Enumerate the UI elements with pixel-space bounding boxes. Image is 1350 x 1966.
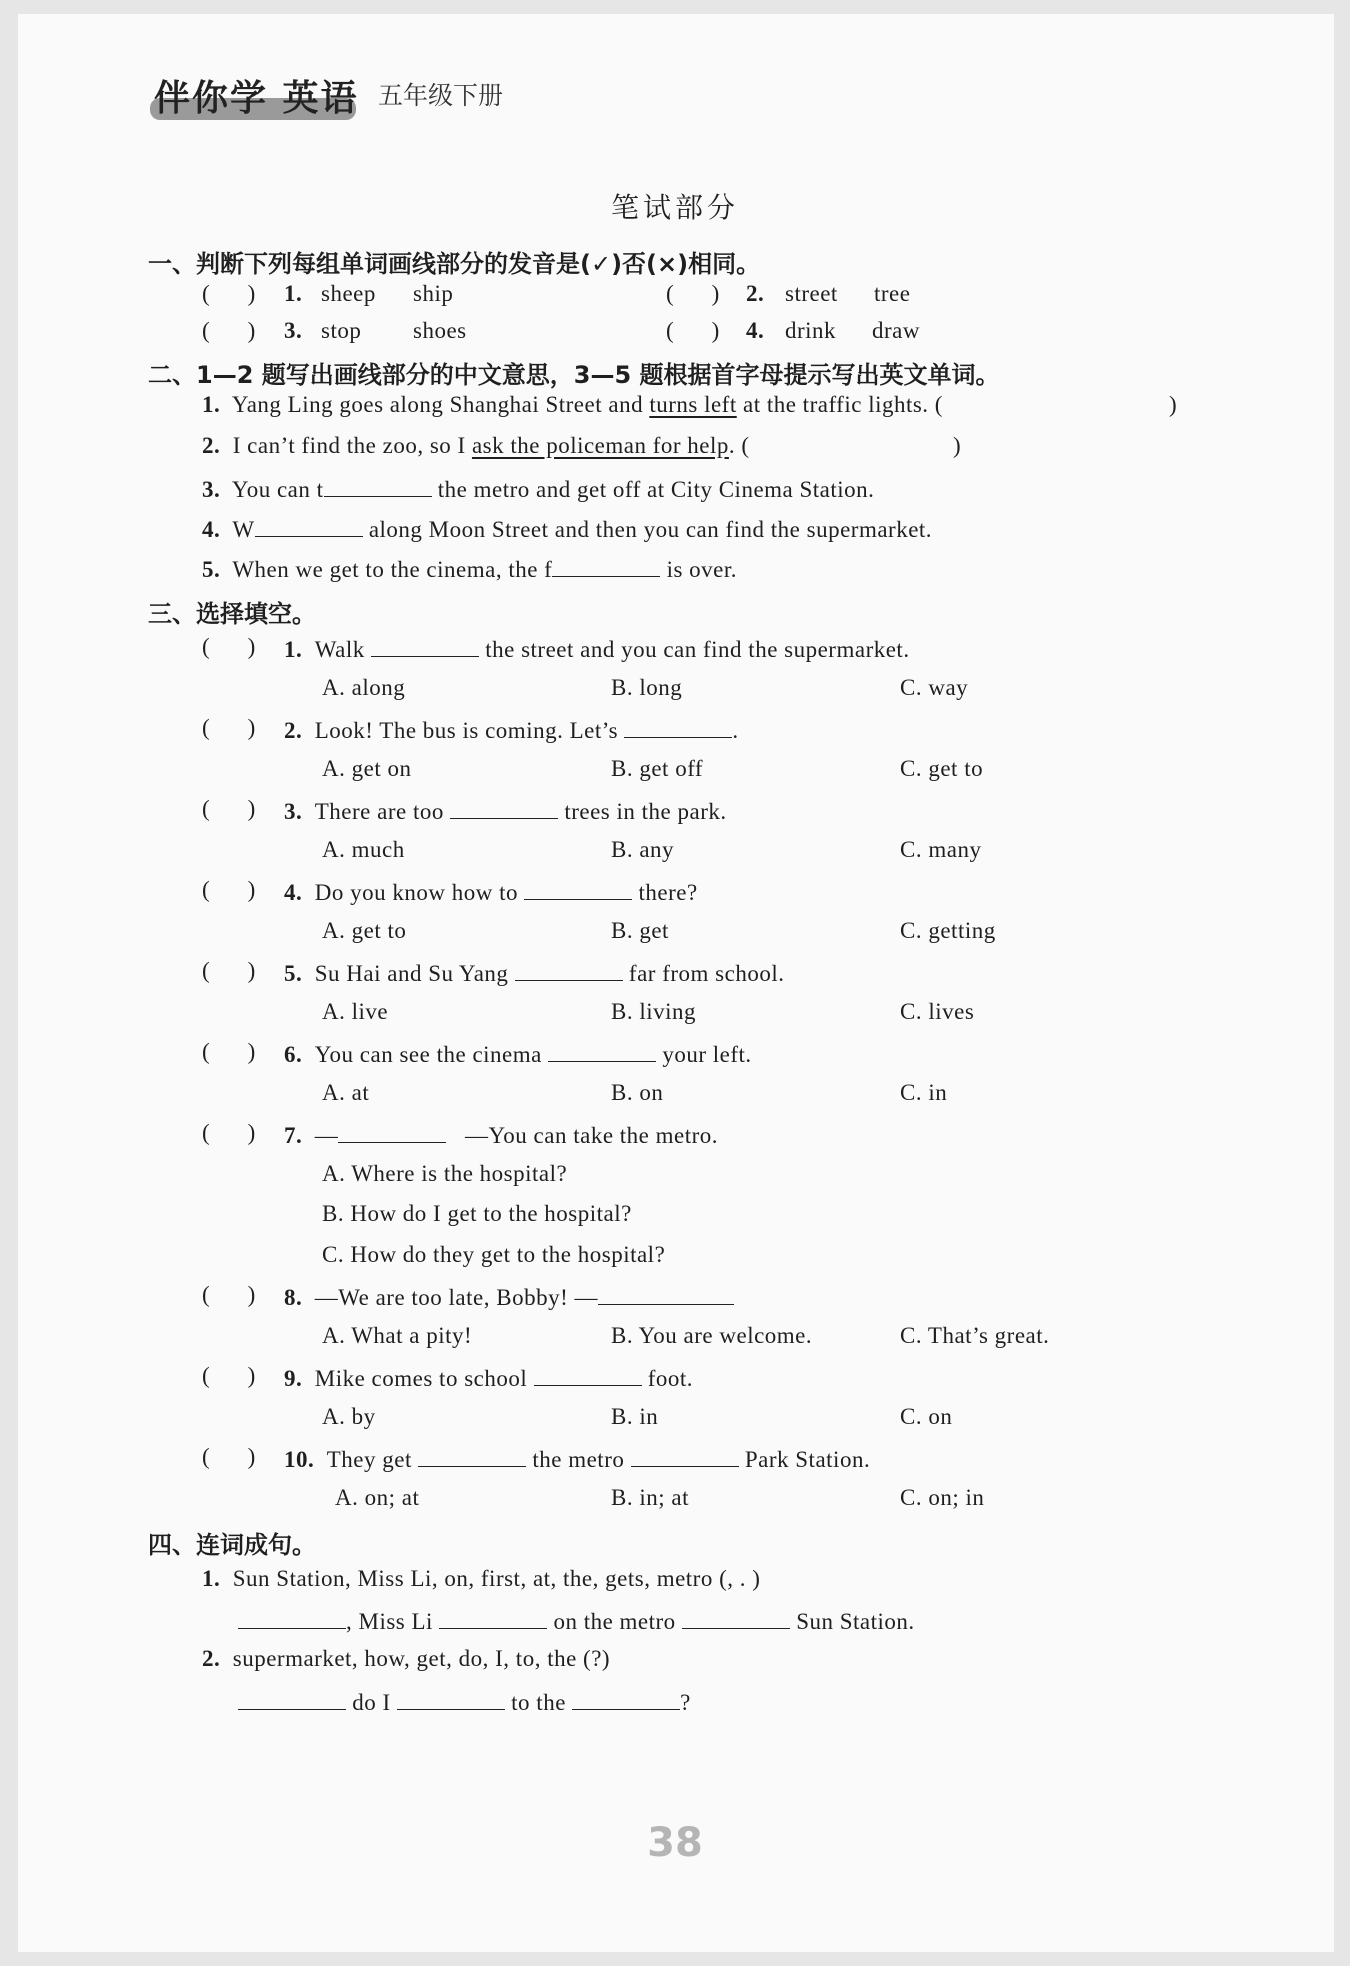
answer-text: ?: [680, 1690, 691, 1715]
q-text: W: [232, 517, 255, 542]
part2-heading: 二、1—2 题写出画线部分的中文意思，3—5 题根据首字母提示写出英文单词。: [148, 361, 1000, 389]
q-text: —: [314, 1123, 339, 1148]
part3-heading: 三、选择填空。: [148, 600, 316, 628]
q-text: Su Hai and Su Yang: [314, 961, 509, 986]
q-number: 5.: [202, 557, 221, 582]
part3-q2: [284, 715, 739, 744]
q-number: 2.: [202, 1646, 221, 1671]
answer-blank[interactable]: [439, 1606, 547, 1629]
q-text: Walk: [314, 637, 365, 662]
answer-blank[interactable]: [238, 1606, 346, 1629]
q-number: 5.: [284, 961, 303, 986]
part3-q7: [284, 1120, 718, 1149]
word-list: supermarket, how, get, do, I, to, the (?): [232, 1646, 611, 1671]
answer-blank[interactable]: [418, 1444, 526, 1467]
answer-paren: ( ): [202, 281, 256, 306]
answer-paren: ( ): [202, 1363, 256, 1388]
option-a: A. at: [322, 1080, 370, 1105]
q-number: 8.: [284, 1285, 303, 1310]
answer-blank[interactable]: [534, 1363, 642, 1386]
part2-q1: [202, 392, 943, 418]
q-number: 1.: [202, 392, 221, 417]
q-number: 4.: [202, 517, 221, 542]
part3-q9: [284, 1363, 693, 1392]
part2-q5: [202, 554, 737, 583]
part4-heading: 四、连词成句。: [148, 1531, 316, 1559]
q-number: 1.: [202, 1566, 221, 1591]
option-b: B. get off: [611, 756, 704, 781]
option-b: B. living: [611, 999, 697, 1024]
answer-blank[interactable]: [552, 554, 660, 577]
q-number: 3.: [284, 799, 303, 824]
option-c: C. on; in: [900, 1485, 985, 1510]
option-b: B. in; at: [611, 1485, 689, 1510]
option-c: C. How do they get to the hospital?: [322, 1242, 666, 1267]
q-number: 3.: [202, 477, 221, 502]
option-c: C. many: [900, 837, 982, 862]
q-text: at the traffic lights. (: [742, 392, 943, 417]
answer-blank[interactable]: [338, 1120, 446, 1143]
answer-blank[interactable]: [255, 514, 363, 537]
option-c: C. getting: [900, 918, 996, 943]
q-text: Park Station.: [744, 1447, 871, 1472]
option-c: C. get to: [900, 756, 984, 781]
close-paren: ): [1169, 392, 1178, 417]
option-b: B. get: [611, 918, 669, 943]
q-text: —You can take the metro.: [465, 1123, 719, 1148]
q-text: trees in the park.: [564, 799, 727, 824]
q-text: far from school.: [628, 961, 785, 986]
option-b: B. on: [611, 1080, 664, 1105]
part2-q3: [202, 474, 874, 503]
answer-blank[interactable]: [371, 634, 479, 657]
q-text: the street and you can find the supermarket.: [485, 637, 910, 662]
q-text: —We are too late, Bobby! —: [314, 1285, 598, 1310]
answer-paren: ( ): [202, 877, 256, 902]
q-text: along Moon Street and then you can find the supermarket.: [368, 517, 933, 542]
q-text: Yang Ling goes along Shanghai Street and: [231, 392, 644, 417]
answer-paren: ( ): [202, 634, 256, 659]
word-2: tree: [874, 281, 911, 306]
part4-q1-words: [202, 1566, 760, 1592]
part2-q4: [202, 514, 932, 543]
answer-paren: ( ): [202, 715, 256, 740]
part3-q4: [284, 877, 698, 906]
option-a: A. on; at: [335, 1485, 420, 1510]
answer-paren: ( ): [202, 1282, 256, 1307]
answer-text: to the: [511, 1690, 566, 1715]
q-text: the metro: [532, 1447, 625, 1472]
q-text: Look! The bus is coming. Let’s: [314, 718, 619, 743]
part1-heading: 一、判断下列每组单词画线部分的发音是(✓)否(×)相同。: [148, 250, 761, 278]
q-text: foot.: [647, 1366, 694, 1391]
answer-text: on the metro: [553, 1609, 676, 1634]
answer-paren: ( ): [202, 1120, 256, 1145]
word-2: draw: [872, 318, 920, 343]
q-number: 7.: [284, 1123, 303, 1148]
answer-text: , Miss Li: [346, 1609, 433, 1634]
answer-paren: ( ): [202, 318, 256, 343]
q-text: your left.: [662, 1042, 752, 1067]
answer-blank[interactable]: [572, 1687, 680, 1710]
option-a: A. get on: [322, 756, 412, 781]
q-number: 2.: [202, 433, 221, 458]
q-text: They get: [326, 1447, 412, 1472]
underlined-phrase: turns left: [649, 392, 737, 417]
option-c: C. That’s great.: [900, 1323, 1050, 1348]
option-b: B. any: [611, 837, 675, 862]
word-2: ship: [413, 281, 454, 306]
item-number: 3.: [284, 318, 303, 343]
answer-text: do I: [352, 1690, 391, 1715]
part4-q1-answer: [238, 1606, 915, 1635]
brand-logo: 伴你学 英语: [154, 78, 359, 119]
grade-label: 五年级下册: [378, 81, 504, 110]
answer-blank[interactable]: [624, 715, 732, 738]
q-number: 9.: [284, 1366, 303, 1391]
q-text: Mike comes to school: [314, 1366, 528, 1391]
item-number: 2.: [746, 281, 765, 306]
underlined-phrase: ask the policeman for help: [471, 433, 729, 458]
q-text: . (: [728, 433, 750, 458]
answer-blank[interactable]: [450, 796, 558, 819]
word-1: stop: [321, 318, 362, 343]
answer-blank[interactable]: [324, 474, 432, 497]
word-1: drink: [785, 318, 837, 343]
option-a: A. get to: [322, 918, 407, 943]
option-b: B. long: [611, 675, 683, 700]
q-text: there?: [638, 880, 698, 905]
part3-q3: [284, 796, 727, 825]
part3-q5: [284, 958, 784, 987]
answer-paren: ( ): [202, 958, 256, 983]
answer-blank[interactable]: [238, 1687, 346, 1710]
part3-q6: [284, 1039, 752, 1068]
option-a: A. Where is the hospital?: [322, 1161, 568, 1186]
option-b: B. You are welcome.: [611, 1323, 813, 1348]
q-number: 10.: [284, 1447, 315, 1472]
q-text: There are too: [314, 799, 444, 824]
part3-q8: [284, 1282, 734, 1311]
word-list: Sun Station, Miss Li, on, first, at, the, gets, metro (, . ): [232, 1566, 761, 1591]
q-text: You can see the cinema: [314, 1042, 542, 1067]
answer-blank[interactable]: [598, 1282, 734, 1305]
q-text: I can’t find the zoo, so I: [232, 433, 466, 458]
part4-q2-words: [202, 1646, 610, 1672]
option-c: C. lives: [900, 999, 975, 1024]
page-number: 38: [647, 1820, 703, 1866]
word-1: sheep: [321, 281, 376, 306]
part2-q2: [202, 433, 750, 459]
answer-paren: ( ): [202, 1444, 256, 1469]
answer-blank[interactable]: [524, 877, 632, 900]
word-1: street: [785, 281, 838, 306]
part3-q1: [284, 634, 910, 663]
option-a: A. live: [322, 999, 389, 1024]
q-text: Do you know how to: [314, 880, 518, 905]
option-c: C. in: [900, 1080, 948, 1105]
answer-blank[interactable]: [682, 1606, 790, 1629]
q-text: is over.: [666, 557, 738, 582]
option-c: C. way: [900, 675, 969, 700]
section-title: 笔试部分: [610, 193, 739, 224]
option-a: A. much: [322, 837, 405, 862]
option-a: A. along: [322, 675, 406, 700]
option-b: B. in: [611, 1404, 659, 1429]
q-text: the metro and get off at City Cinema Station.: [437, 477, 875, 502]
item-number: 4.: [746, 318, 765, 343]
option-c: C. on: [900, 1404, 953, 1429]
answer-blank[interactable]: [397, 1687, 505, 1710]
part4-q2-answer: [238, 1687, 691, 1716]
word-2: shoes: [413, 318, 467, 343]
answer-blank[interactable]: [515, 958, 623, 981]
part3-q10: [284, 1444, 870, 1473]
option-b: B. How do I get to the hospital?: [322, 1201, 632, 1226]
option-a: A. What a pity!: [322, 1323, 473, 1348]
q-text: You can t: [231, 477, 324, 502]
word: [321, 281, 376, 307]
item-number: 1.: [284, 281, 303, 306]
q-number: 6.: [284, 1042, 303, 1067]
q-number: 4.: [284, 880, 303, 905]
answer-paren: ( ): [666, 281, 720, 306]
answer-paren: ( ): [666, 318, 720, 343]
q-text: .: [732, 718, 739, 743]
answer-blank[interactable]: [548, 1039, 656, 1062]
q-text: When we get to the cinema, the f: [232, 557, 553, 582]
answer-blank[interactable]: [631, 1444, 739, 1467]
close-paren: ): [953, 433, 962, 458]
answer-text: Sun Station.: [796, 1609, 915, 1634]
option-a: A. by: [322, 1404, 376, 1429]
q-number: 2.: [284, 718, 303, 743]
answer-paren: ( ): [202, 1039, 256, 1064]
answer-paren: ( ): [202, 796, 256, 821]
q-number: 1.: [284, 637, 303, 662]
